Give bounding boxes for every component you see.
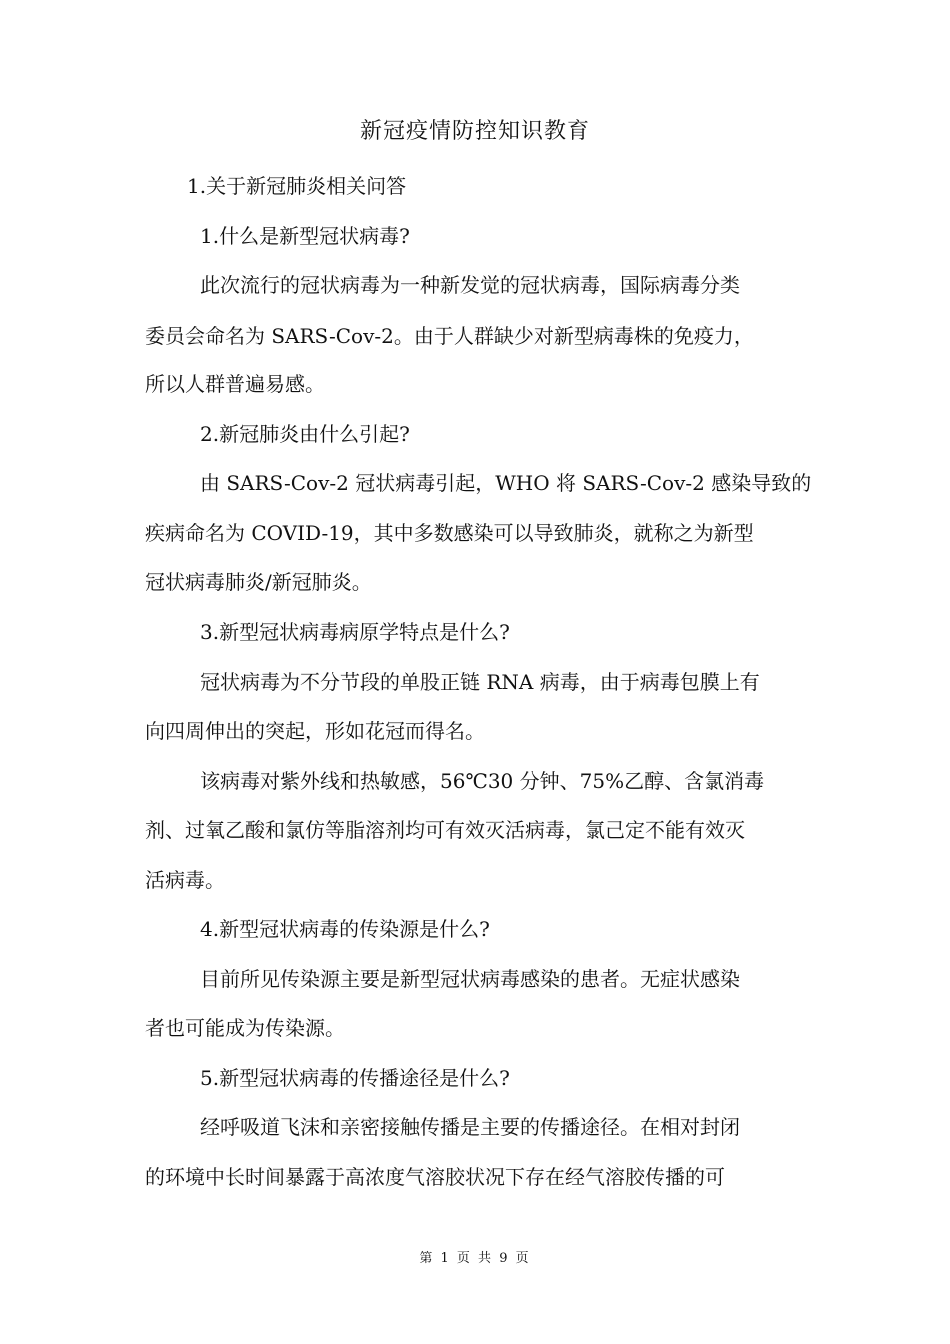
page-number-footer: 第 1 页 共 9 页	[419, 1251, 531, 1266]
document-title: 新冠疫情防控知识教育	[359, 119, 590, 144]
paragraph-line: 该病毒对紫外线和热敏感，56℃30 分钟、75%乙醇、含氯消毒	[200, 769, 765, 793]
paragraph-line: 剂、过氧乙酸和氯仿等脂溶剂均可有效灭活病毒，氯己定不能有效灭	[145, 818, 745, 842]
question-heading: 3.新型冠状病毒病原学特点是什么?	[200, 620, 510, 644]
question-heading: 2.新冠肺炎由什么引起?	[200, 422, 410, 446]
paragraph-line: 由 SARS-Cov-2 冠状病毒引起，WHO 将 SARS-Cov-2 感染导致的	[200, 471, 812, 495]
paragraph-line: 向四周伸出的突起，形如花冠而得名。	[145, 719, 485, 743]
paragraph-line: 的环境中长时间暴露于高浓度气溶胶状况下存在经气溶胶传播的可	[145, 1165, 725, 1189]
paragraph-line: 目前所见传染源主要是新型冠状病毒感染的患者。无症状感染	[200, 967, 740, 991]
paragraph-line: 疾病命名为 COVID-19，其中多数感染可以导致肺炎，就称之为新型	[145, 521, 754, 545]
paragraph-line: 冠状病毒肺炎/新冠肺炎。	[145, 570, 372, 594]
paragraph-line: 活病毒。	[145, 868, 225, 892]
section-heading: 1.关于新冠肺炎相关问答	[187, 174, 407, 198]
paragraph-line: 者也可能成为传染源。	[145, 1016, 345, 1040]
paragraph-line: 委员会命名为 SARS-Cov-2。由于人群缺少对新型病毒株的免疫力，	[145, 324, 754, 348]
paragraph-line: 所以人群普遍易感。	[145, 372, 325, 396]
paragraph-line: 冠状病毒为不分节段的单股正链 RNA 病毒，由于病毒包膜上有	[200, 670, 760, 694]
paragraph-line: 此次流行的冠状病毒为一种新发觉的冠状病毒，国际病毒分类	[200, 273, 740, 297]
question-heading: 1.什么是新型冠状病毒?	[200, 224, 410, 248]
paragraph-line: 经呼吸道飞沫和亲密接触传播是主要的传播途径。在相对封闭	[200, 1115, 740, 1139]
question-heading: 5.新型冠状病毒的传播途径是什么?	[200, 1066, 510, 1090]
question-heading: 4.新型冠状病毒的传染源是什么?	[200, 917, 490, 941]
